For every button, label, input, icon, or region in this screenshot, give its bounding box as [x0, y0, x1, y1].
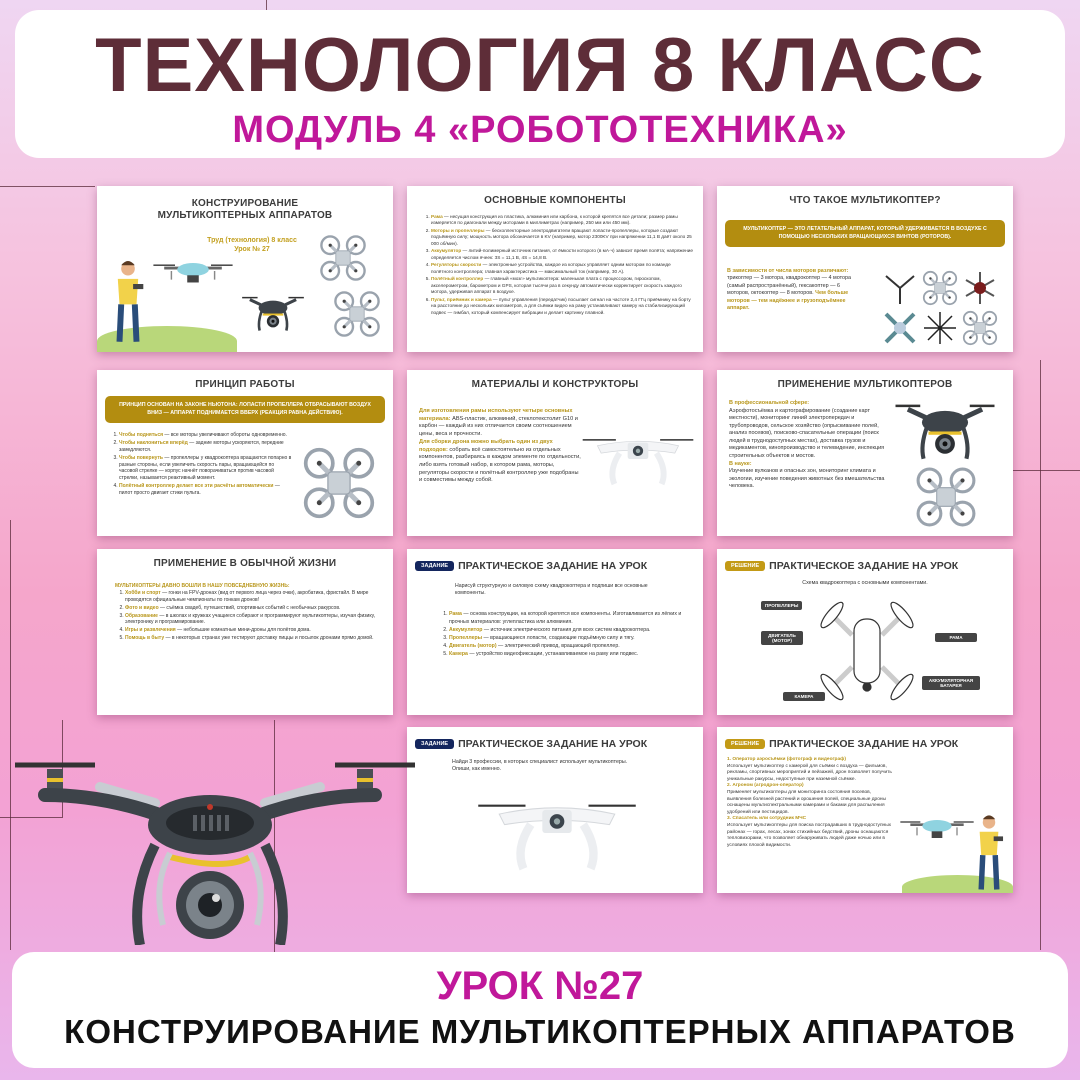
drone-illustration: [885, 396, 1005, 462]
header-panel: [15, 10, 1065, 158]
list-item: 1. Чтобы подняться — все моторы увеличивают обороты одновременно.: [119, 432, 292, 439]
label-battery: АККУМУЛЯТОРНАЯ БАТАРЕЯ: [922, 676, 980, 690]
page-title: ТЕХНОЛОГИЯ 8 КЛАСС: [95, 23, 985, 108]
label-camera: КАМЕРА: [783, 692, 825, 701]
quadcopter-icon: [302, 446, 376, 520]
white-drone-illustration: [579, 428, 697, 490]
footer-panel: [12, 952, 1068, 1068]
list-item: 4. Регуляторы скорости — электронные устройства, каждое из которых управляет одним мотором по команде полётного контроллера; главная характеристика — максимальный ток (например, 30 А).: [431, 262, 693, 275]
multicopter-types-grid: [882, 270, 1002, 346]
definition-box: МУЛЬТИКОПТЕР — ЭТО ЛЕТАТЕЛЬНЫЙ АППАРАТ, КОТОРЫЙ УДЕРЖИВАЕТСЯ В ВОЗДУХЕ С ПОМОЩЬЮ НЕСКОЛЬКИХ ВРАЩАЮЩИХСЯ ВИНТОВ (РОТОРОВ).: [725, 220, 1005, 247]
quadcopter-icon: [319, 234, 367, 282]
list-item: 3. Аккумулятор — литий-полимерный источник питания, от ёмкости которого (в мА·ч) зависит время полёта; напряжение определяется числом ячеек: 3S = 11,1 В, 4S = 14,8 В.: [431, 248, 693, 261]
list-item: 5. Камера — устройство видеофиксации, устанавливаемое на раму или подвес.: [449, 651, 683, 658]
lead-text: МУЛЬТИКОПТЕРЫ ДАВНО ВОШЛИ В НАШУ ПОВСЕДНЕВНУЮ ЖИЗНЬ:: [115, 583, 290, 589]
drone-illustration: [897, 815, 977, 849]
quadcopter-icon: [922, 270, 958, 306]
person-illustration: [111, 256, 145, 346]
list-item: 4. Двигатель (мотор) — электрический привод, вращающий пропеллер.: [449, 643, 683, 650]
module-subtitle: МОДУЛЬ 4 «РОБОТОТЕХНИКА»: [232, 109, 848, 151]
person-illustration: [973, 813, 1005, 891]
slide-title: ПРИНЦИП РАБОТЫ: [195, 379, 295, 390]
tricopter-icon: [882, 270, 918, 306]
list-item: 4. Полётный контроллер делает все эти расчёты автоматически — пилот просто двигает стики пульта.: [119, 483, 292, 497]
slide-title: ПРАКТИЧЕСКОЕ ЗАДАНИЕ НА УРОК: [458, 737, 648, 750]
subject-label: Труд (технология) 8 класс: [207, 237, 297, 244]
hexacopter-icon: [962, 270, 998, 306]
list-item: 1. Хобби и спорт — гонки на FPV-дронах (вид от первого лица через очки), акробатика, фристайл. В мире проводятся официальные чемпионаты по гонкам дронов!: [125, 590, 381, 604]
slide-title: ПРАКТИЧЕСКОЕ ЗАДАНИЕ НА УРОК: [769, 559, 959, 572]
slide-title: ПРИМЕНЕНИЕ В ОБЫЧНОЙ ЖИЗНИ: [153, 558, 337, 569]
quadcopter-icon: [915, 466, 977, 528]
slide-task-2: [407, 727, 703, 893]
slide-solution-1: [717, 549, 1013, 715]
slide-components: [407, 186, 703, 352]
list-item: 1. Рама — несущая конструкция из пластика, алюминия или карбона, к которой крепятся все детали; размер рамы измеряется по диагонали между моторами в миллиметрах (например, 250 мм или 450 мм).: [431, 214, 693, 227]
list-item: 4. Игры и развлечения — небольшие комнатные мини-дроны для полётов дома.: [125, 627, 381, 634]
task-badge: ЗАДАНИЕ: [415, 739, 454, 749]
label-propellers: ПРОПЕЛЛЕРЫ: [761, 601, 802, 610]
task-text: Найди 3 профессии, в которых специалист использует мультикоптеры. Опиши, как именно.: [452, 759, 628, 773]
list-item: 1. Рама — основа конструкции, на которой крепятся все компоненты. Изготавливается из лёгких и прочных материалов: углепластика или алюминия.: [449, 611, 683, 625]
background-line: [1040, 360, 1041, 950]
slide-title: МАТЕРИАЛЫ И КОНСТРУКТОРЫ: [471, 379, 639, 390]
list-item: 2. Фото и видео — съёмка свадеб, путешествий, спортивных событий с необычных ракурсов.: [125, 605, 381, 612]
list-item: 2. Чтобы наклониться вперёд — задние моторы ускоряются, передние замедляются.: [119, 440, 292, 454]
slide-daily-life: [97, 549, 393, 715]
slide-solution-2: [717, 727, 1013, 893]
background-line: [0, 186, 95, 187]
large-drone-illustration: [5, 745, 415, 945]
x-quad-icon: [882, 310, 918, 346]
list-item: 3. Образование — в школах и кружках учащиеся собирают и программируют мультикоптеры, изучая физику, электронику и программирование.: [125, 613, 381, 627]
diagram-caption: Схема квадрокоптера с основными компонентами.: [802, 580, 928, 586]
list-item: 3. Чтобы повернуть — пропеллеры у квадрокоптера вращаются попарно в разные стороны, если увеличить скорость пары, вращающейся по часовой стрелке — корпус начнёт поворачиваться против часовой стрелки, называется реактивный момент.: [119, 455, 292, 483]
list-item: 2. Аккумулятор — источник электрического питания для всех систем квадрокоптера.: [449, 627, 683, 634]
slide-title: ПРАКТИЧЕСКОЕ ЗАДАНИЕ НА УРОК: [769, 737, 959, 750]
slide-task-1: [407, 549, 703, 715]
list-item: 5. Помощь в быту — в некоторых странах уже тестируют доставку пиццы и посылок дронами прямо домой.: [125, 635, 381, 642]
slide-title: ОСНОВНЫЕ КОМПОНЕНТЫ: [484, 195, 626, 206]
drone-illustration: [237, 290, 309, 334]
quadcopter-icon: [333, 290, 381, 338]
slide-title: ПРИМЕНЕНИЕ МУЛЬТИКОПТЕРОВ: [777, 379, 953, 390]
solution-badge: РЕШЕНИЕ: [725, 561, 765, 571]
label-motor: ДВИГАТЕЛЬ (МОТОР): [761, 631, 803, 645]
slide-title: МУЛЬТИКОПТЕРНЫХ АППАРАТОВ: [157, 210, 333, 221]
list-item: 3. Спасатель или сотрудник МЧС Использует мультикоптеры для поиска пострадавших в труднодоступных районах — горах, лесах, зонах стихийных бедствий, дроны оснащаются тепловизорами, что позволяет обнаруживать людей даже ночью или в условиях плохой видимости.: [727, 816, 892, 848]
drone-illustration: [149, 258, 237, 294]
lesson-topic: КОНСТРУИРОВАНИЕ МУЛЬТИКОПТЕРНЫХ АППАРАТОВ: [64, 1013, 1016, 1050]
slide-title: КОНСТРУИРОВАНИЕ: [191, 198, 299, 209]
list-item: 3. Пропеллеры — вращающиеся лопасти, создающие подъёмную силу и тягу.: [449, 635, 683, 642]
list-item: 1. Оператор аэросъёмки (фотограф и видеограф) Использует мультикоптер с камерой для съёмки с воздуха — фильмов, рекламы, спортивных мероприятий и пейзажей, дрон позволяет получить уникальные ракурсы, недоступные при наземной съёмке.: [727, 757, 892, 782]
list-item: 2. Моторы и пропеллеры — бесколлекторные электродвигатели вращают лопасти-пропеллеры, которые создают подъёмную силу; мощность мотора обозначается в KV (например, мотор 2300KV при напряжении 11,1 В даёт около 25 000 об/мин).: [431, 228, 693, 247]
slide-title: ЧТО ТАКОЕ МУЛЬТИКОПТЕР?: [789, 195, 941, 206]
quadcopter-diagram: [812, 595, 922, 705]
slide-what-is-multicopter: ЧТО ТАКОЕ МУЛЬТИКОПТЕР? МУЛЬТИКОПТЕР — ЭТО ЛЕТАТЕЛЬНЫЙ АППАРАТ, КОТОРЫЙ УДЕРЖИВАЕТСЯ В ВОЗДУХЕ С ПОМОЩЬЮ НЕСКОЛЬКИХ ВРАЩАЮЩИХСЯ ВИНТОВ (РОТОРОВ). В зависимости от числа моторов различают: трикоптер — 3 мотора, квадрокоптер — 4 мотора (самый распространённый), гексакоптер — 6 моторов, октокоптер — 8 моторов. Чем больше моторов — тем надёжнее и грузоподъёмнее аппарат.: [717, 186, 1013, 352]
label-frame: РАМА: [935, 633, 977, 642]
task-intro: Нарисуй структурную и силовую схему квадрокоптера и подпиши все основные компоненты.: [455, 583, 648, 597]
slide-materials: МАТЕРИАЛЫ И КОНСТРУКТОРЫ Для изготовления рамы используют четыре основных материала: ABS-пластик, алюминий, стеклотекстолит G10 и карбон — каждый из них отличается своим соотношением цены, веса и прочности. Для сборки дрона можно выбрать один из двух подходов: собрать всё самостоятельно из отдельных компонентов, разбираясь в каждом элементе по отдельности, либо взять готовый набор, в котором рама, моторы, регуляторы скорости и полётный контроллер уже подобраны и совместимы между собой.: [407, 370, 703, 536]
list-item: 5. Полётный контроллер — главный «мозг» мультикоптера: маленькая плата с процессором, гироскопом, акселерометром, барометром и GPS, которая тысячи раз в секунду автоматически корректирует скорость каждого мотора, удерживая аппарат в воздухе.: [431, 276, 693, 295]
octocopter-icon: [922, 310, 958, 346]
list-item: 2. Агроном (агродрон-оператор) Применяет мультикоптеры для мониторинга состояния посевов, выявления болезней растений и орошения полей, специальные дроны оснащены мультиспектральными камерами и баками для распыления удобрений или пестицидов.: [727, 783, 886, 815]
list-item: 6. Пульт, приёмник и камера — пульт управления (передатчик) посылает сигнал на частоте 2,4 ГГц приёмнику на борту на расстояние до нескольких километров, а для съёмки видео на раму устанавливают камеру на стабилизирующий подвес — гимбал, который компенсирует вибрации и делает картинку плавной.: [431, 297, 693, 316]
slide-principle: [97, 370, 393, 536]
lesson-label: Урок № 27: [234, 246, 270, 253]
slide-applications: ПРИМЕНЕНИЕ МУЛЬТИКОПТЕРОВ В профессиональной сфере: Аэрофотосъёмка и картографирование (создание карт местности), мониторинг линий электропередач и трубопроводов, сельское хозяйство (опрыскивание полей, анализ посевов), поисково-спасательные операции (поиск людей в труднодоступных местах), доставка грузов и медикаментов, кинопроизводство и телевидение, инспекция строительных объектов и мостов. В науке: Изучение вулканов и опасных зон, мониторинг климата и экологии, изучение поведения животных без вмешательства человека.: [717, 370, 1013, 536]
slide-cover: [97, 186, 393, 352]
quadcopter-guard-icon: [962, 310, 998, 346]
solution-badge: РЕШЕНИЕ: [725, 739, 765, 749]
task-badge: ЗАДАНИЕ: [415, 561, 454, 571]
lesson-number: УРОК №27: [436, 964, 644, 1008]
slide-title: ПРАКТИЧЕСКОЕ ЗАДАНИЕ НА УРОК: [458, 559, 648, 572]
white-drone-illustration: [472, 791, 642, 875]
background-line: [1013, 470, 1080, 471]
principle-box: ПРИНЦИП ОСНОВАН НА ЗАКОНЕ НЬЮТОНА: ЛОПАСТИ ПРОПЕЛЛЕРА ОТБРАСЫВАЮТ ВОЗДУХ ВНИЗ — АППАРАТ ПОДНИМАЕТСЯ ВВЕРХ (РЕАКЦИЯ РАВНА ДЕЙСТВИЮ).: [105, 396, 385, 423]
